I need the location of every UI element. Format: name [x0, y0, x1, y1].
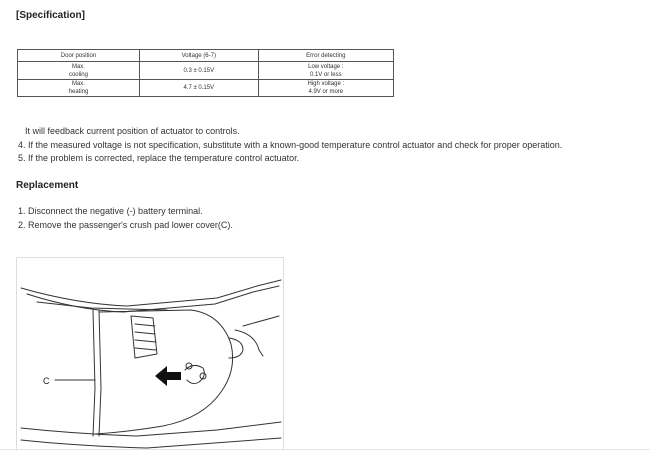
table-cell-voltage: 4.7 ± 0.15V	[139, 80, 258, 97]
error-line: 0.1V or less	[309, 71, 342, 78]
crush-pad-figure	[16, 257, 284, 451]
side-bracket	[235, 330, 263, 356]
table-header-row	[18, 50, 394, 62]
step-5-text: 5. If the problem is corrected, replace the temperature control actuator.	[18, 153, 300, 163]
callout-label-c: C	[43, 376, 50, 386]
replacement-step-1: 1. Disconnect the negative (-) battery terminal.	[18, 206, 203, 216]
side-bump	[229, 338, 243, 358]
floor-line	[21, 422, 281, 436]
error-line: High voltage :	[307, 81, 345, 87]
direction-arrow-icon	[155, 366, 181, 386]
table-cell-error	[258, 80, 393, 97]
error-line: 4.9V or more	[308, 89, 344, 95]
table-row	[18, 80, 394, 97]
position-line: Max.	[71, 81, 85, 87]
position-line: Max.	[71, 63, 85, 70]
table-cell-position	[18, 80, 140, 97]
table-cell-error	[258, 62, 393, 80]
specification-heading: [Specification]	[16, 10, 85, 21]
vent-outline	[131, 316, 157, 358]
dash-right-line	[243, 316, 279, 326]
column-header: Error detecting	[258, 50, 393, 62]
step-4-text: 4. If the measured voltage is not specification, substitute with a known-good temperature control actuator and check for proper operation.	[18, 140, 563, 150]
error-line: Low voltage :	[308, 63, 344, 70]
vent-slat	[135, 324, 156, 350]
left-pillar	[93, 310, 95, 436]
replacement-heading: Replacement	[16, 180, 79, 191]
table-cell-position	[18, 62, 140, 80]
specification-table	[17, 49, 394, 97]
table-row	[18, 62, 394, 80]
clip-hook	[185, 365, 204, 383]
position-line: cooling	[68, 71, 88, 78]
position-line: heating	[68, 89, 89, 95]
dash-top-edge	[21, 280, 281, 306]
feedback-note: It will feedback current position of actuator to controls.	[25, 126, 240, 136]
dash-upper-fold	[37, 302, 167, 310]
column-header: Voltage (6-7)	[139, 50, 258, 62]
floor-line	[21, 438, 281, 448]
page-bottom-rule	[0, 449, 650, 450]
crush-pad-illustration	[17, 258, 284, 451]
replacement-step-2: 2. Remove the passenger's crush pad lower cover(C).	[18, 220, 233, 230]
table-cell-voltage: 0.3 ± 0.15V	[139, 62, 258, 80]
left-pillar-inner	[99, 310, 101, 436]
column-header: Door position	[18, 50, 140, 62]
